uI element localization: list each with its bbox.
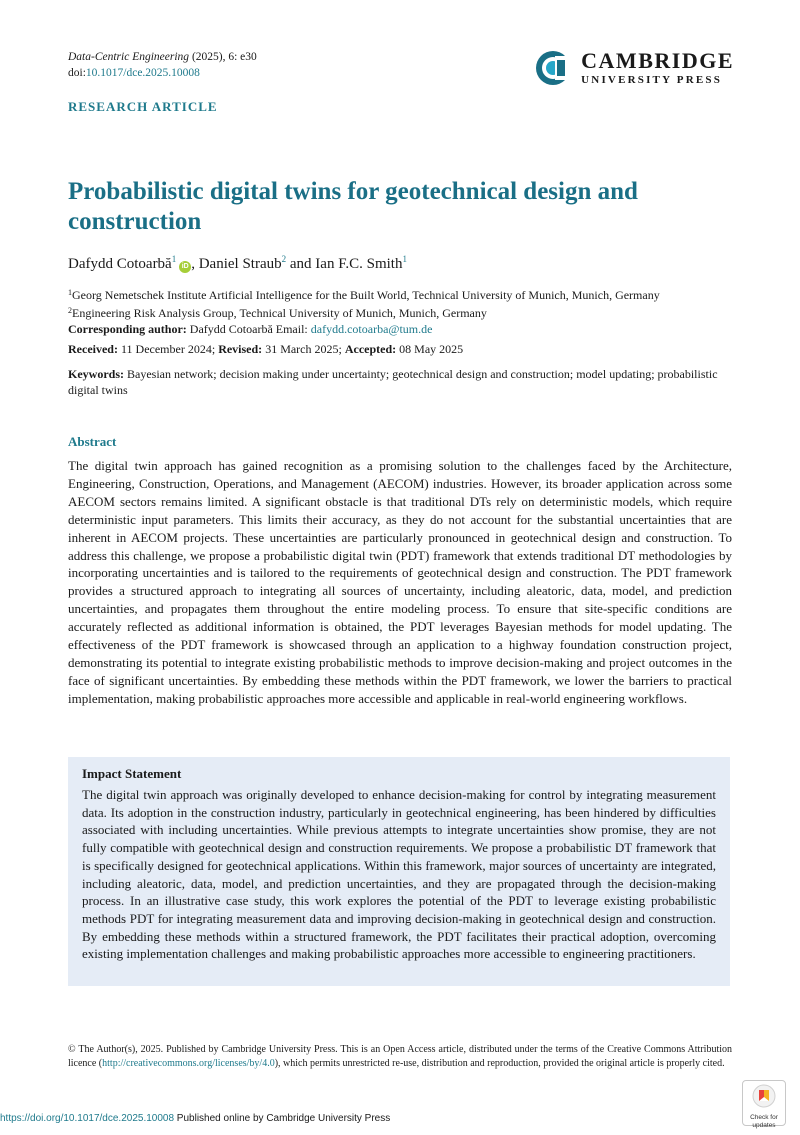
impact-text: The digital twin approach was originally developed to enhance decision-making for control by integrating measurement data. Its adoption in the construction industry, particularly in geotechnical engineering, has been hindered by difficulties associated with including uncertainties. While previous attempts to integrate uncertainties show promise, they are not fully compatible with geotechnical design and construction requirements. We propose a probabilistic DT framework that is specifically designed for geotechnical applications. Within this framework, major sources of uncertainty are integrated, including aleatoric, data, model, and prediction uncertainties, and they are propagated through the decision-making process. In an illustrative case study, this work explores the potential of the PDT to leverage existing probabilistic methods PDT for integrating measurement data and improving decision-making in geotechnical design and construction. By embedding these methods within a structured framework, the PDT facilitates their practical adoption, overcoming existing implementation challenges and making probabilistic approaches more accessible to engineering practitioners. [82,787,716,962]
journal-name: Data-Centric Engineering [68,51,190,63]
keywords-text: Bayesian network; decision making under uncertainty; geotechnical design and construction; model updating; probabilistic digital twins [68,367,718,397]
revised-date: 31 March 2025; [262,342,345,356]
check-updates-icon [752,1084,776,1108]
publisher-sub: UNIVERSITY PRESS [581,74,723,86]
author-affil-sup: 1 [402,254,407,264]
doi-prefix: doi: [68,67,86,79]
cambridge-shield-icon [535,48,571,88]
footer-text: Published online by Cambridge University Press [174,1113,391,1124]
doi-link[interactable]: 10.1017/dce.2025.10008 [85,67,200,79]
license-link[interactable]: http://creativecommons.org/licenses/by/4.0 [102,1057,275,1069]
footer-doi-link[interactable]: https://doi.org/10.1017/dce.2025.10008 [0,1113,175,1124]
affiliation-text: Engineering Risk Analysis Group, Technical University of Munich, Munich, Germany [72,306,487,320]
article-dates [68,342,463,357]
received-label: Received: [68,342,118,356]
journal-info [68,49,257,81]
author-name[interactable]: Ian F.C. Smith [315,256,403,272]
publisher-logo[interactable] [535,48,734,88]
affiliation-item [68,285,748,303]
license-notice [68,1043,732,1070]
impact-heading: Impact Statement [82,766,182,781]
page-footer [0,1113,390,1124]
author-and: and [286,256,316,272]
article-title: Probabilistic digital twins for geotechnical design and construction [68,178,638,235]
affiliation-sup: 2 [68,306,72,315]
accepted-label: Accepted: [344,342,397,356]
author-affil-sup: 2 [281,254,287,264]
affiliations [68,285,748,337]
license-text-after: ), which permits unrestricted re-use, distribution and reproduction, provided the original article is properly cited. [274,1057,725,1069]
check-updates-line1: Check for [750,1114,778,1121]
author-name[interactable]: Daniel Straub [198,256,282,272]
affiliation-text: Georg Nemetschek Institute Artificial Intelligence for the Built World, Technical University of Munich, Munich, Germany [72,288,660,302]
revised-label: Revised: [218,342,263,356]
check-for-updates-button[interactable] [742,1080,786,1129]
check-updates-line2: updates [752,1122,776,1129]
corresponding-author [68,321,748,337]
author-affil-sup: 1 [171,254,177,264]
author-list [68,254,407,273]
impact-statement-box [68,757,730,986]
affiliation-sup: 1 [68,288,72,297]
abstract-text: The digital twin approach has gained recognition as a promising solution to the challenges faced by the Architecture, Engineering, Construction, Operations, and Management (AECOM) industries. However, its broader application across some AECOM sectors remains limited. A significant obstacle is that traditional DTs rely on deterministic models, which require deterministic input parameters. This limits their accuracy, as they do not account for the substantial uncertainties that are inherent in AECOM projects. These uncertainties are particularly pronounced in geotechnical design and construction. To address this challenge, we propose a probabilistic digital twin (PDT) framework that extends traditional DT methodologies by incorporating uncertainties and is tailored to the requirements of geotechnical design and construction. The PDT framework provides a structured approach to integrating all sources of uncertainty, including aleatoric, data, model, and prediction uncertainties, and propagates them throughout the entire modeling process. To ensure that site-specific conditions are accurately reflected as additional information is obtained, the PDT leverages Bayesian methods for model updating. The effectiveness of the PDT framework is showcased through an application to a highway foundation construction project, demonstrating its potential to integrate existing probabilistic methods to improve decision-making and project outcomes in the face of significant uncertainties. By embedding these methods within the PDT framework, we lower the barriers to practical implementation, making probabilistic approaches more accessible and applicable in real-world engineering workflows. [68,458,732,706]
publisher-main: CAMBRIDGE [581,48,734,73]
corresponding-text: Dafydd Cotoarbă Email: [186,322,311,336]
accepted-date: 08 May 2025 [396,342,464,356]
email-link[interactable]: dafydd.cotoarba@tum.de [310,322,433,336]
corresponding-label: Corresponding author: [68,322,187,336]
author-name[interactable]: Dafydd Cotoarbă [68,256,172,272]
keywords-label: Keywords: [68,367,124,381]
received-date: 11 December 2024; [117,342,219,356]
keywords [68,366,732,398]
article-type: RESEARCH ARTICLE [68,99,218,114]
orcid-icon[interactable]: iD [179,261,191,273]
license-text-before: © The Author(s), 2025. Published by Cambridge University Press. This is an Open Access article, distributed under the terms of the Creative Commons Attribution licence ( [68,1044,732,1069]
affiliation-item [68,303,748,321]
abstract-heading: Abstract [68,434,117,449]
journal-meta: (2025), 6: e30 [189,51,257,63]
author-separator: , [191,256,199,272]
